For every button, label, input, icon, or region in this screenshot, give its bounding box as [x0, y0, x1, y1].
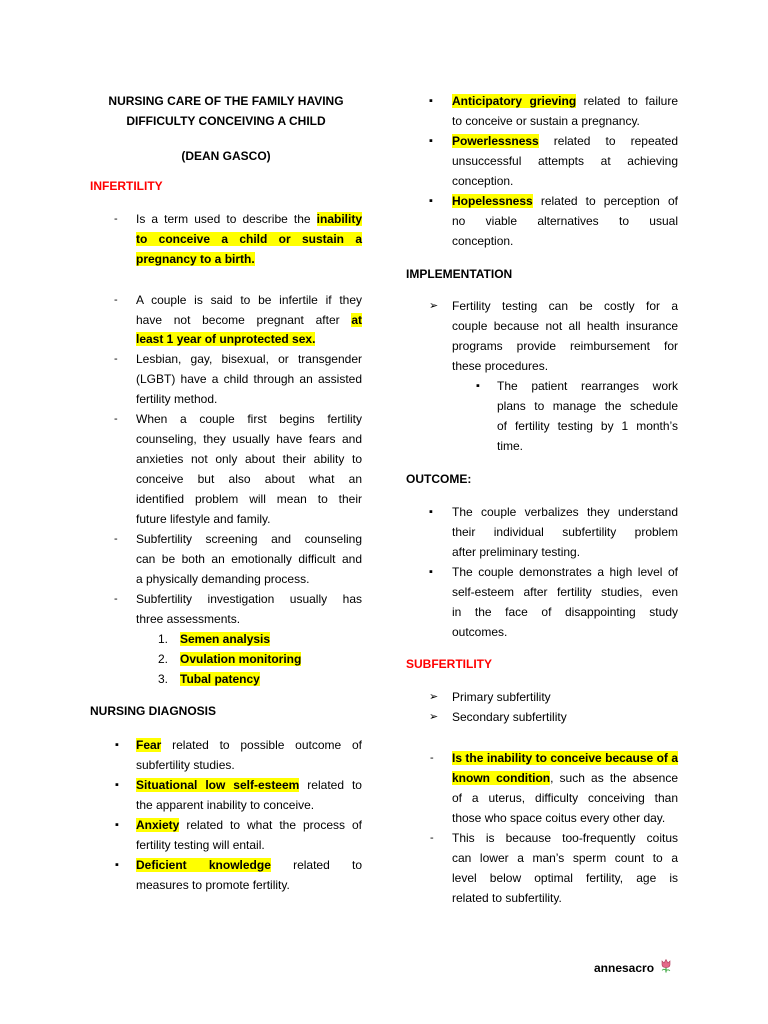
infertility-heading: INFERTILITY [90, 179, 163, 193]
dash-marker: - [114, 533, 118, 545]
assessment-number: 2. [158, 652, 169, 666]
dash-marker: - [430, 832, 434, 844]
diagnosis-anxiety-line-2: fertility testing will entail. [136, 838, 265, 852]
square-bullet-icon: ▪ [476, 380, 480, 392]
subfertility-reason-line-2: can lower a man’s sperm count to a [452, 851, 678, 865]
implementation-heading: IMPLEMENTATION [406, 267, 513, 281]
subfertility-reason-line-3: level below optimal fertility, age is [452, 871, 678, 885]
author-credit-text: annesacro [594, 961, 655, 975]
subfertility-def-line-4: those who space coitus every other day. [452, 811, 666, 825]
square-bullet-icon: ▪ [115, 859, 119, 871]
infertility-item-4-line-6: future lifestyle and family. [136, 512, 271, 526]
square-bullet-icon: ▪ [115, 779, 119, 791]
subfertility-type-secondary: Secondary subfertility [452, 710, 567, 724]
diagnosis-anxiety-line-1: Anxiety related to what the process of [136, 818, 362, 832]
dash-marker: - [114, 213, 118, 225]
subfertility-def-line-3: of a uterus, difficulty conceiving than [452, 791, 678, 805]
diagnosis-fear-line-2: subfertility studies. [136, 758, 235, 772]
subfertility-reason-line-1: This is because too-frequently coitus [452, 831, 678, 845]
diagnosis-self-esteem-line-2: the apparent inability to conceive. [136, 798, 315, 812]
square-bullet-icon: ▪ [429, 566, 433, 578]
subfertility-def-line-2: known condition, such as the absence [452, 771, 678, 785]
document-title [90, 91, 362, 131]
outcome-1-line-2: their individual subfertility problem [452, 525, 678, 539]
outcome-2-line-3: in the face of disappointing study [452, 605, 678, 619]
square-bullet-icon: ▪ [115, 739, 119, 751]
implementation-line-3: programs provide reimbursement for [452, 339, 678, 353]
diagnosis-powerlessness-line-2: unsuccessful attempts at achieving [452, 154, 678, 168]
title-line-1: NURSING CARE OF THE FAMILY HAVING [108, 94, 344, 108]
infertility-item-4-line-1: When a couple first begins fertility [136, 412, 362, 426]
arrow-bullet-icon: ➢ [429, 300, 439, 312]
subfertility-reason-line-4: related to subfertility. [452, 891, 562, 905]
infertility-item-4-line-3: anxieties not only about their ability to [136, 452, 362, 466]
dash-marker: - [114, 353, 118, 365]
square-bullet-icon: ▪ [115, 819, 119, 831]
diagnosis-powerlessness-line-1: Powerlessness related to repeated [452, 134, 678, 148]
subfertility-heading: SUBFERTILITY [406, 657, 492, 671]
infertility-item-6-line-1: Subfertility investigation usually has [136, 592, 362, 606]
outcome-1-line-1: The couple verbalizes they understand [452, 505, 678, 519]
arrow-bullet-icon: ➢ [429, 711, 439, 723]
diagnosis-knowledge-line-2: measures to promote fertility. [136, 878, 290, 892]
square-bullet-icon: ▪ [429, 195, 433, 207]
implementation-line-2: couple because not all health insurance [452, 319, 678, 333]
diagnosis-hopelessness-line-3: conception. [452, 234, 514, 248]
infertility-item-4-line-2: counseling, they usually have fears and [136, 432, 362, 446]
infertility-item-5-line-1: Subfertility screening and counseling [136, 532, 362, 546]
infertility-item-1-line-3: pregnancy to a birth. [136, 252, 255, 266]
dash-marker: - [430, 752, 434, 764]
assessment-number: 1. [158, 632, 169, 646]
diagnosis-powerlessness-line-3: conception. [452, 174, 514, 188]
infertility-item-4-line-4: conceive but also about what an [136, 472, 362, 486]
diagnosis-hopelessness-line-1: Hopelessness related to perception of [452, 194, 678, 208]
implementation-line-4: these procedures. [452, 359, 549, 373]
square-bullet-icon: ▪ [429, 95, 433, 107]
infertility-item-2-line-2: have not become pregnant after at [136, 313, 362, 327]
assessment-number: 3. [158, 672, 169, 686]
author-name: (DEAN GASCO) [181, 149, 271, 163]
tulip-icon [660, 958, 672, 979]
nursing-diagnosis-heading: NURSING DIAGNOSIS [90, 704, 217, 718]
outcome-heading: OUTCOME: [406, 472, 472, 486]
infertility-item-3-line-1: Lesbian, gay, bisexual, or transgender [136, 352, 362, 366]
subfertility-type-primary: Primary subfertility [452, 690, 551, 704]
infertility-item-3-line-2: (LGBT) have a child through an assisted [136, 372, 362, 386]
infertility-item-5-line-2: can be both an emotionally difficult and [136, 552, 362, 566]
assessment-tubal-patency: Tubal patency [180, 672, 260, 686]
title-line-2: DIFFICULTY CONCEIVING A CHILD [126, 114, 326, 128]
outcome-2-line-2: self-esteem after fertility studies, even [452, 585, 678, 599]
arrow-bullet-icon: ➢ [429, 691, 439, 703]
infertility-item-3-line-3: fertility method. [136, 392, 218, 406]
assessment-semen-analysis: Semen analysis [180, 632, 271, 646]
infertility-item-5-line-3: a physically demanding process. [136, 572, 310, 586]
author-credit [594, 958, 672, 979]
assessment-ovulation-monitoring: Ovulation monitoring [180, 652, 302, 666]
dash-marker: - [114, 593, 118, 605]
diagnosis-fear-line-1: Fear related to possible outcome of [136, 738, 362, 752]
square-bullet-icon: ▪ [429, 135, 433, 147]
outcome-2-line-4: outcomes. [452, 625, 508, 639]
square-bullet-icon: ▪ [429, 506, 433, 518]
diagnosis-grieving-line-1: Anticipatory grieving related to failure [452, 94, 678, 108]
diagnosis-grieving-line-2: to conceive or sustain a pregnancy. [452, 114, 640, 128]
diagnosis-knowledge-line-1: Deficient knowledge related to [136, 858, 362, 872]
outcome-2-line-1: The couple demonstrates a high level of [452, 565, 678, 579]
infertility-item-6-line-2: three assessments. [136, 612, 241, 626]
implementation-sub-line-3: of fertility testing by 1 month’s [497, 419, 678, 433]
implementation-sub-line-2: plans to manage the schedule [497, 399, 678, 413]
diagnosis-self-esteem-line-1: Situational low self-esteem related to [136, 778, 362, 792]
infertility-item-4-line-5: identified problem will mean to their [136, 492, 362, 506]
outcome-1-line-3: after preliminary testing. [452, 545, 581, 559]
dash-marker: - [114, 294, 118, 306]
subfertility-def-line-1: Is the inability to conceive because of a [452, 751, 678, 765]
implementation-line-1: Fertility testing can be costly for a [452, 299, 678, 313]
infertility-item-1-line-1: Is a term used to describe the inability [136, 212, 362, 226]
infertility-item-2-line-1: A couple is said to be infertile if they [136, 293, 362, 307]
implementation-sub-line-1: The patient rearranges work [497, 379, 678, 393]
dash-marker: - [114, 413, 118, 425]
infertility-item-1-line-2: to conceive a child or sustain a [136, 232, 362, 246]
infertility-item-2-line-3: least 1 year of unprotected sex. [136, 332, 316, 346]
implementation-sub-line-4: time. [497, 439, 524, 453]
diagnosis-hopelessness-line-2: no viable alternatives to usual [452, 214, 678, 228]
